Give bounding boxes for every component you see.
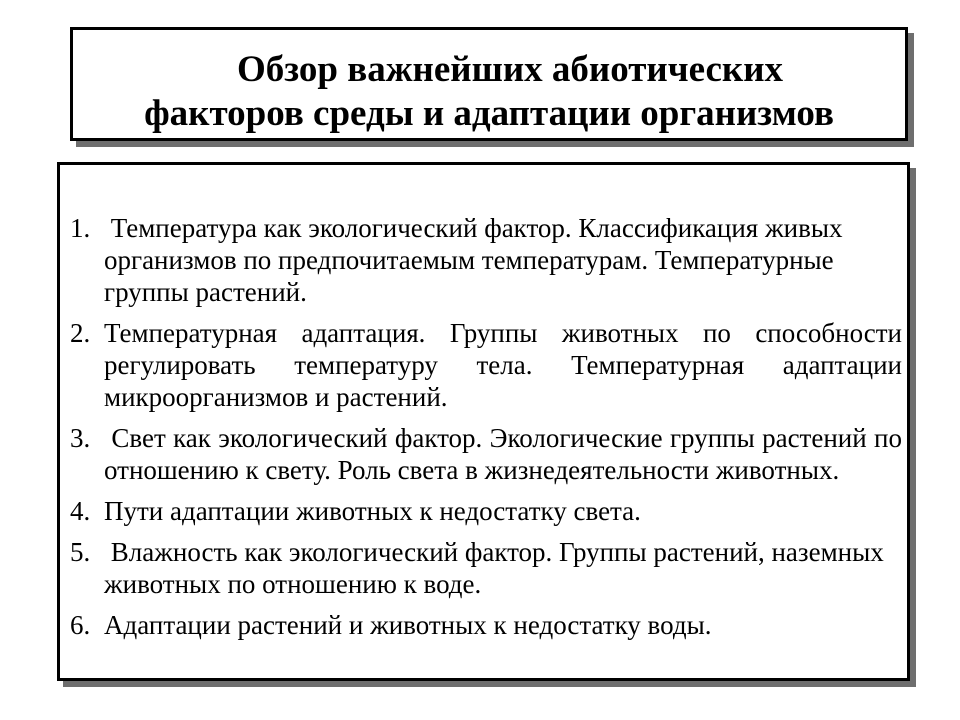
item-number: 1. [70,213,91,243]
list-item [70,609,902,641]
item-number: 3. [70,423,91,453]
title-box [70,27,908,141]
page-title [73,48,905,136]
item-text: Адаптации растений и животных к недостатку воды. [104,610,712,640]
item-number: 2. [70,318,91,348]
topic-list [70,212,909,650]
list-item [70,317,902,413]
title-line-1: Обзор важнейших абиотических [236,49,784,90]
list-item [70,212,902,308]
item-text: Влажность как экологический фактор. Группы растений, наземных животных по отношению к воде. [104,537,891,599]
item-number: 6. [70,610,91,640]
item-text: Свет как экологический фактор. Экологические группы растений по отношению к свету. Роль света в жизнедеятельности животных. [104,423,909,485]
item-number: 4. [70,496,91,526]
list-item [70,422,909,486]
title-line-2: факторов среды и адаптации организмов [144,93,834,134]
item-text: Пути адаптации животных к недостатку света. [104,496,641,526]
item-number: 5. [70,537,91,567]
list-item [70,536,902,600]
content-box [57,162,910,681]
list-item [70,495,902,527]
item-text: Температура как экологический фактор. Классификация живых организмов по предпочитаемым температурам. Температурные группы растений. [104,213,850,307]
item-text: Температурная адаптация. Группы животных по способности регулировать температуру тела. Температурная адаптации микроорганизмов и растений. [104,318,902,412]
